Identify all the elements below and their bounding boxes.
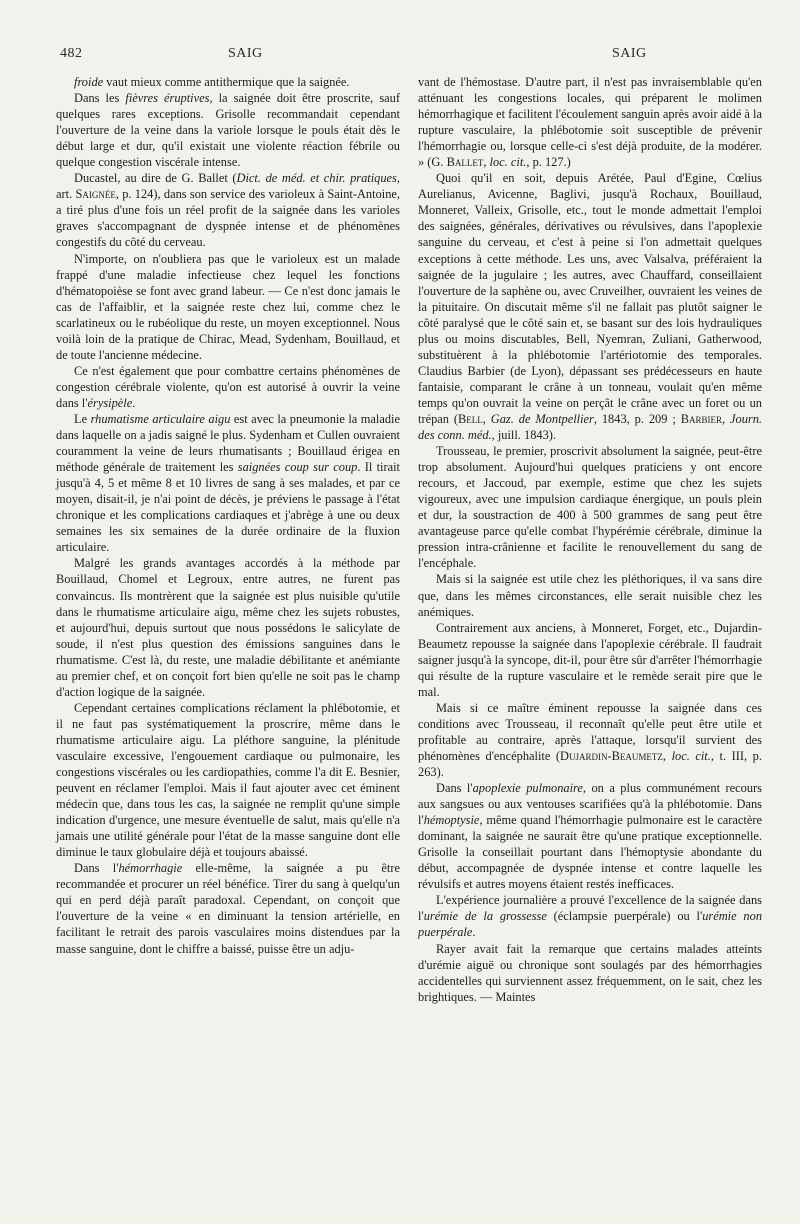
paragraph: Dans l'apoplexie pulmonaire, on a plus communément recours aux sangsues ou aux ventouses scarifiées qu'à la phlébotomie. Dans l'hémoptysie, même quand l'hémorrhagie pulmonaire est le caractère dominant, la saignée ne saurait être qu'une pratique exceptionnelle. Grisolle la conseillait pourtant dans l'hémoptysie abondante du début, accompagnée de dyspnée intense et contre laquelle les révulsifs et autres moyens étaient restés inefficaces. <box>418 781 762 892</box>
paragraph: Rayer avait fait la remarque que certains malades atteints d'urémie aiguë ou chronique sont soulagés par des hémorrhagies accidentelles qui surviennent assez fréquemment, on le sait, chez les brightiques. — Maintes <box>418 941 762 1004</box>
left-column <box>56 74 400 957</box>
paragraph: Contrairement aux anciens, à Monneret, Forget, etc., Dujardin-Beaumetz repousse la saignée dans l'apoplexie cérébrale. Il faudrait saigner jusqu'à la syncope, dit-il, pour être sûr d'arrêter l'hémorrhagie qui résulte de la rupture vasculaire et le remède serait pire que le mal. <box>418 620 762 699</box>
paragraph: Malgré les grands avantages accordés à la méthode par Bouillaud, Chomel et Legroux, entre autres, ne furent pas convaincus. Ils montrèrent que la saignée est plus nuisible qu'utile dans le rhumatisme articulaire aigu, même chez les sujets robustes, et aujourd'hui, depuis surtout que nous possédons le salicylate de soude, il n'est plus question des émissions sanguines dans le rhumatisme. C'est là, du reste, une maladie débilitante et anémiante au premier chef, et on conçoit fort bien qu'elle ne soit pas le champ d'action logique de la saignée. <box>56 556 400 699</box>
paragraph: Cependant certaines complications réclament la phlébotomie, et il ne faut pas systématiquement la proscrire, même dans le rhumatisme articulaire aigu. La pléthore sanguine, la plénitude vasculaire excessive, l'engouement cardiaque ou pulmonaire, les congestions viscérales ou les cardiopathies, comme l'a dit E. Besnier, peuvent en réclamer l'emploi. Mais il faut ajouter avec cet éminent médecin que, dans tous les cas, la saignée ne remplit qu'une simple indication d'urgence, une mesure éventuelle de salut, mais qu'elle n'a jamais une utilité générale pour l'état de la masse sanguine dont elle diminue le taux globulaire déjà et toujours abaissé. <box>56 700 400 860</box>
paragraph: Trousseau, le premier, proscrivit absolument la saignée, peut-être trop absolument. Aujourd'hui quelques praticiens y ont encore recours, et Jaccoud, par exemple, estime que chez les sujets vigoureux, avec une impulsion cardiaque énergique, un pouls plein et dur, la soustraction de 400 à 500 grammes de sang peut être avantageuse parce qu'elle combat l'hypérémie cérébrale, diminue la pression intra-crânienne et facilite le renouvellement du sang de l'encéphale. <box>418 444 762 571</box>
paragraph: Mais si la saignée est utile chez les pléthoriques, il va sans dire que, dans les mêmes circonstances, elle serait nuisible chez les anémiques. <box>418 572 762 619</box>
paragraph: N'importe, on n'oubliera pas que le varioleux est un malade frappé d'une maladie infectieuse chez lequel les fonctions d'hématopoièse se font avec grand labeur. — Ce n'est donc jamais le cas de l'affaiblir, et la saignée reste chez lui, comme chez le scarlatineux ou le rubéolique du reste, un moyen exceptionnel. Nous voilà loin de la pratique de Chirac, Mead, Sydenham, Bouillaud, et de toute l'ancienne médecine. <box>56 251 400 362</box>
paragraph: vant de l'hémostase. D'autre part, il n'est pas invraisemblable qu'en atténuant les congestions locales, qui préparent le molimen hémorrhagique et facilitent l'écoulement sanguin après avoir aidé à la rupture vasculaire, la phlébotomie soit susceptible de prévenir l'hémorrhagie ou, lorsque celle-ci s'est déjà produite, de la modérer. » (G. Ballet, loc. cit., p. 127.) <box>418 75 762 170</box>
right-column <box>418 74 762 1005</box>
paragraph: froide vaut mieux comme antithermique que la saignée. <box>74 75 350 89</box>
paragraph: Le rhumatisme articulaire aigu est avec la pneumonie la maladie dans laquelle on a jadis saigné le plus. Sydenham et Cullen ouvraient couramment la veine de leurs rhumatisants ; Bouillaud érigea en méthode générale de traitement les saignées coup sur coup. Il tirait jusqu'à 4, 5 et même 8 et 10 livres de sang à ses malades, et par ce moyen, disait-il, je n'ai point de décès, je préviens le passage à l'état chronique et les complications cardiaques et j'abrège à une ou deux semaines les six semaines de la durée ordinaire de la fluxion articulaire. <box>56 411 400 555</box>
paragraph: Ce n'est également que pour combattre certains phénomènes de congestion cérébrale violente, qu'on est autorisé à ouvrir la veine dans l'érysipèle. <box>56 363 400 410</box>
paragraph: L'expérience journalière a prouvé l'excellence de la saignée dans l'urémie de la grossesse (éclampsie puerpérale) ou l'urémie non puerpérale. <box>418 893 763 940</box>
paragraph: Dans l'hémorrhagie elle-même, la saignée a pu être recommandée et procurer un réel bénéfice. Tirer du sang à quelqu'un qui en perd déjà paraît paradoxal. Cependant, on conçoit que l'ouverture de la veine « en diminuant la tension artérielle, en facilitant le retrait des parois vasculaires moins distendues par la masse sanguine, dont le chiffre a baissé, puisse être un adju- <box>56 861 400 956</box>
page-number: 482 <box>60 46 83 61</box>
running-head-right: SAIG <box>612 46 647 61</box>
paragraph: Dans les fièvres éruptives, la saignée doit être proscrite, sauf quelques rares exceptions. Grisolle recommandait cependant l'ouverture de la veine dans la variole lorsque le pouls était dès le début large et dur, qu'il existait une violente réaction fébrile ou quelque congestion viscérale intense. <box>56 91 400 170</box>
paragraph: Ducastel, au dire de G. Ballet (Dict. de méd. et chir. pratiques, art. Saignée, p. 124), dans son service des varioleux à Saint-Antoine, a tiré plus d'une fois un réel profit de la saignée dans les varioles graves s'accompagnant de dyspnée intense et de phénomènes congestifs du côté du cerveau. <box>56 171 400 250</box>
running-head-left: SAIG <box>228 46 263 61</box>
paragraph: Quoi qu'il en soit, depuis Arétée, Paul d'Egine, Cœlius Aurelianus, Avicenne, Baglivi, jusqu'à Rochaux, Bouillaud, Monneret, Valleix, Grisolle, etc., tout le monde admettait l'emploi des saignées, générales, dérivatives ou révulsives, dans l'apoplexie sanguine du cerveau, et c'est à peine si l'on admettait quelques exceptions à cette méthode. Les uns, avec Valsalva, préféraient la saignée de la jugulaire ; les autres, avec Chauffard, conseillaient l'ouverture de la saphène ou, avec Cruveilher, ouvraient les veines de la pituitaire. On discutait même s'il ne fallait pas plutôt saigner le côté paralysé que le côté sain et, se basant sur des lois hydrauliques plus ou moins discutables, Bell, Nyemran, Zuliani, Gatherwood, substituèrent à la phlébotomie l'artériotomie des temporales. Claudius Barbier (de Lyon), dépassant ses prédécesseurs en haute fantaisie, comparant le crâne à un tonneau, voulait qu'en même temps qu'on ouvrait la veine on perçât le crâne avec un foret ou un trépan (Bell, Gaz. de Montpellier, 1843, p. 209 ; Barbier, Journ. des conn. méd., juill. 1843). <box>418 171 763 443</box>
paragraph: Mais si ce maître éminent repousse la saignée dans ces conditions avec Trousseau, il reconnaît qu'elle peut être utile et profitable au contraire, après l'attaque, lorsqu'il survient des phénomènes d'encéphalite (Dujardin-Beaumetz, loc. cit., t. III, p. 263). <box>418 700 762 780</box>
